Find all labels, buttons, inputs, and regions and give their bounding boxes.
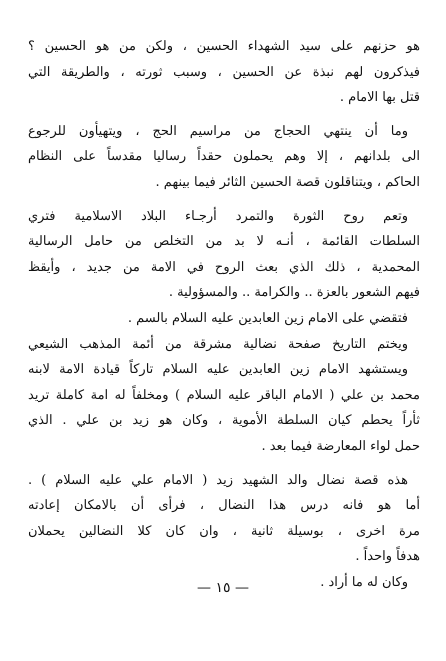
text-line: وكان له ما أراد .	[320, 574, 408, 590]
text-line: مرة اخرى ، بوسيلة ثانية ، وان كان كلا النضالين يحملان	[28, 523, 420, 539]
paragraph	[28, 34, 420, 111]
page-body	[28, 34, 420, 595]
paragraph	[28, 468, 420, 570]
text-line: الى بلدانهم ، إلا وهم يحملون حقداً رساليا مقدساً على النظام	[28, 149, 420, 165]
page-number: — ١٥ —	[197, 580, 249, 596]
text-line: قتل بها الامام .	[339, 90, 420, 106]
text-line: محمد بن علي ( الامام الباقر عليه السلام ) ومخلفاً له امة كاملة تريد	[28, 387, 420, 403]
paragraph	[28, 119, 420, 196]
text-line: هدفاً واحداً .	[355, 549, 420, 565]
text-line: السلطات القائمة ، أنـه لا بد من التخلص من حامل الرسالية	[28, 234, 420, 250]
text-line: فيهم الشعور بالعزة .. والكرامة .. والمسؤولية .	[168, 285, 420, 301]
text-line: ويستشهد الامام زين العابدين عليه السلام تاركاً قيادة الامة لابنه	[28, 362, 408, 378]
text-line: الحاكم ، ويتناقلون قصة الحسين الثائر فيما بينهم .	[155, 174, 420, 190]
text-line: ويختم التاريخ صفحة نضالية مشرقة من أئمة المذهب الشيعي	[28, 336, 408, 352]
paragraph	[28, 204, 420, 332]
text-line: فتقضي على الامام زين العابدين عليه السلام بالسم .	[127, 310, 408, 326]
text-line: حمل لواء المعارضة فيما بعد .	[261, 438, 420, 454]
text-line: وما أن ينتهي الحجاج من مراسيم الحج ، ويتهيأون للرجوع	[28, 123, 408, 139]
text-line: ثأراً يحطم كيان السلطة الأموية ، وكان هو زيد بن علي . الذي	[28, 413, 420, 429]
text-line: المحمدية ، ذلك الذي بعث الروح في الامة من جديد ، وأيقظ	[28, 259, 420, 275]
paragraph	[28, 332, 420, 460]
text-line: فيذكرون لهم نبذة عن الحسين ، وسبب ثورته ، والطريقة التي	[28, 64, 420, 80]
text-line: وتعم روح الثورة والتمرد أرجـاء البلاد الاسلامية فتري	[28, 208, 408, 224]
text-line: هذه قصة نضال والد الشهيد زيد ( الامام علي عليه السلام ) .	[28, 472, 408, 488]
text-line: أما هو فانه درس هذا النضال ، فرأى أن بالامكان إعادته	[28, 498, 420, 514]
text-line: هو حزنهم على سيد الشهداء الحسين ، ولكن من هو الحسين ؟	[28, 39, 420, 54]
